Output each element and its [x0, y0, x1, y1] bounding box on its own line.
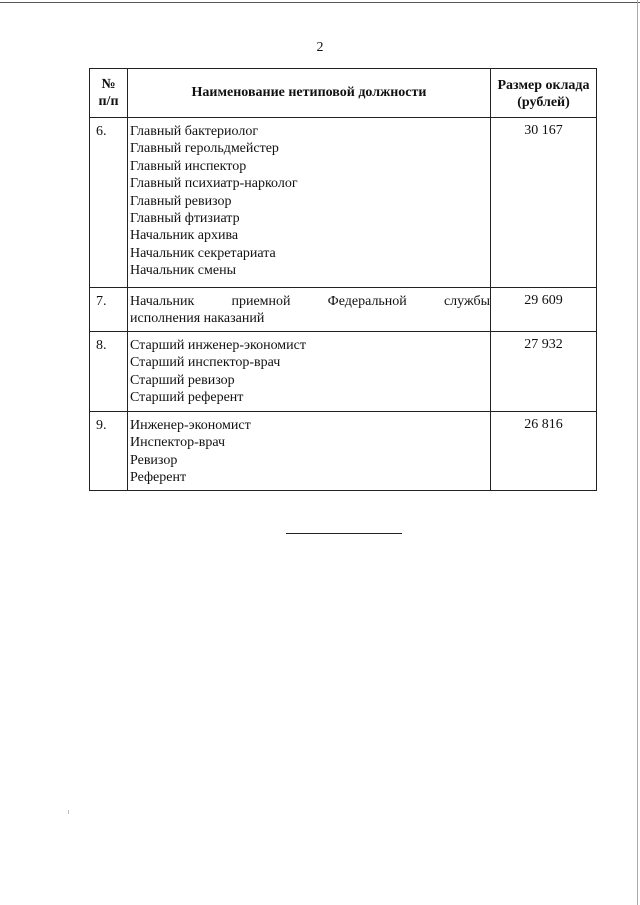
header-name: Наименование нетиповой должности [128, 69, 491, 118]
table-row [90, 288, 597, 332]
position-name: Референт [130, 470, 187, 486]
row-number: 8. [90, 332, 128, 412]
header-salary-line2: (рублей) [517, 95, 570, 110]
row-salary: 27 932 [491, 332, 597, 412]
position-name: Начальник архива [130, 228, 239, 244]
position-name: Главный бактериолог [130, 124, 259, 139]
position-name: Главный психиатр-нарколог [130, 176, 298, 192]
position-name: Начальник смены [130, 263, 236, 279]
header-salary-line1: Размер оклада [497, 78, 590, 93]
header-salary [491, 69, 597, 118]
position-name: Начальник приемной Федеральной службы [130, 294, 490, 309]
position-name: Старший инженер-экономист [130, 338, 306, 353]
row-names [128, 288, 491, 332]
position-name: Инженер-экономист [130, 418, 251, 433]
table-row [90, 118, 597, 288]
position-name: исполнения наказаний [130, 311, 265, 327]
page-right-edge [637, 0, 638, 905]
row-names [128, 412, 491, 491]
table-row [90, 332, 597, 412]
row-number: 7. [90, 288, 128, 332]
row-salary: 29 609 [491, 288, 597, 332]
position-name: Главный ревизор [130, 193, 232, 209]
row-number: 6. [90, 118, 128, 288]
scan-speck [68, 810, 69, 814]
page-top-edge [0, 2, 640, 3]
position-name: Главный герольдмейстер [130, 141, 279, 157]
position-name: Инспектор-врач [130, 435, 226, 451]
row-names [128, 332, 491, 412]
position-name: Начальник секретариата [130, 245, 276, 261]
position-name: Старший референт [130, 390, 244, 406]
position-name: Главный фтизиатр [130, 211, 240, 227]
row-salary: 26 816 [491, 412, 597, 491]
page-number: 2 [316, 40, 324, 55]
table-header-row [90, 69, 597, 118]
position-name: Старший инспектор-врач [130, 355, 281, 371]
end-of-document-rule [286, 533, 402, 534]
position-name: Главный инспектор [130, 158, 247, 174]
header-number-line1: № [101, 77, 116, 92]
row-number: 9. [90, 412, 128, 491]
position-name: Ревизор [130, 452, 178, 468]
position-name: Старший ревизор [130, 372, 235, 388]
row-salary: 30 167 [491, 118, 597, 288]
table-row [90, 412, 597, 491]
row-names [128, 118, 491, 288]
header-number [90, 69, 128, 118]
header-number-line2: п/п [98, 94, 119, 109]
positions-table [89, 68, 597, 491]
